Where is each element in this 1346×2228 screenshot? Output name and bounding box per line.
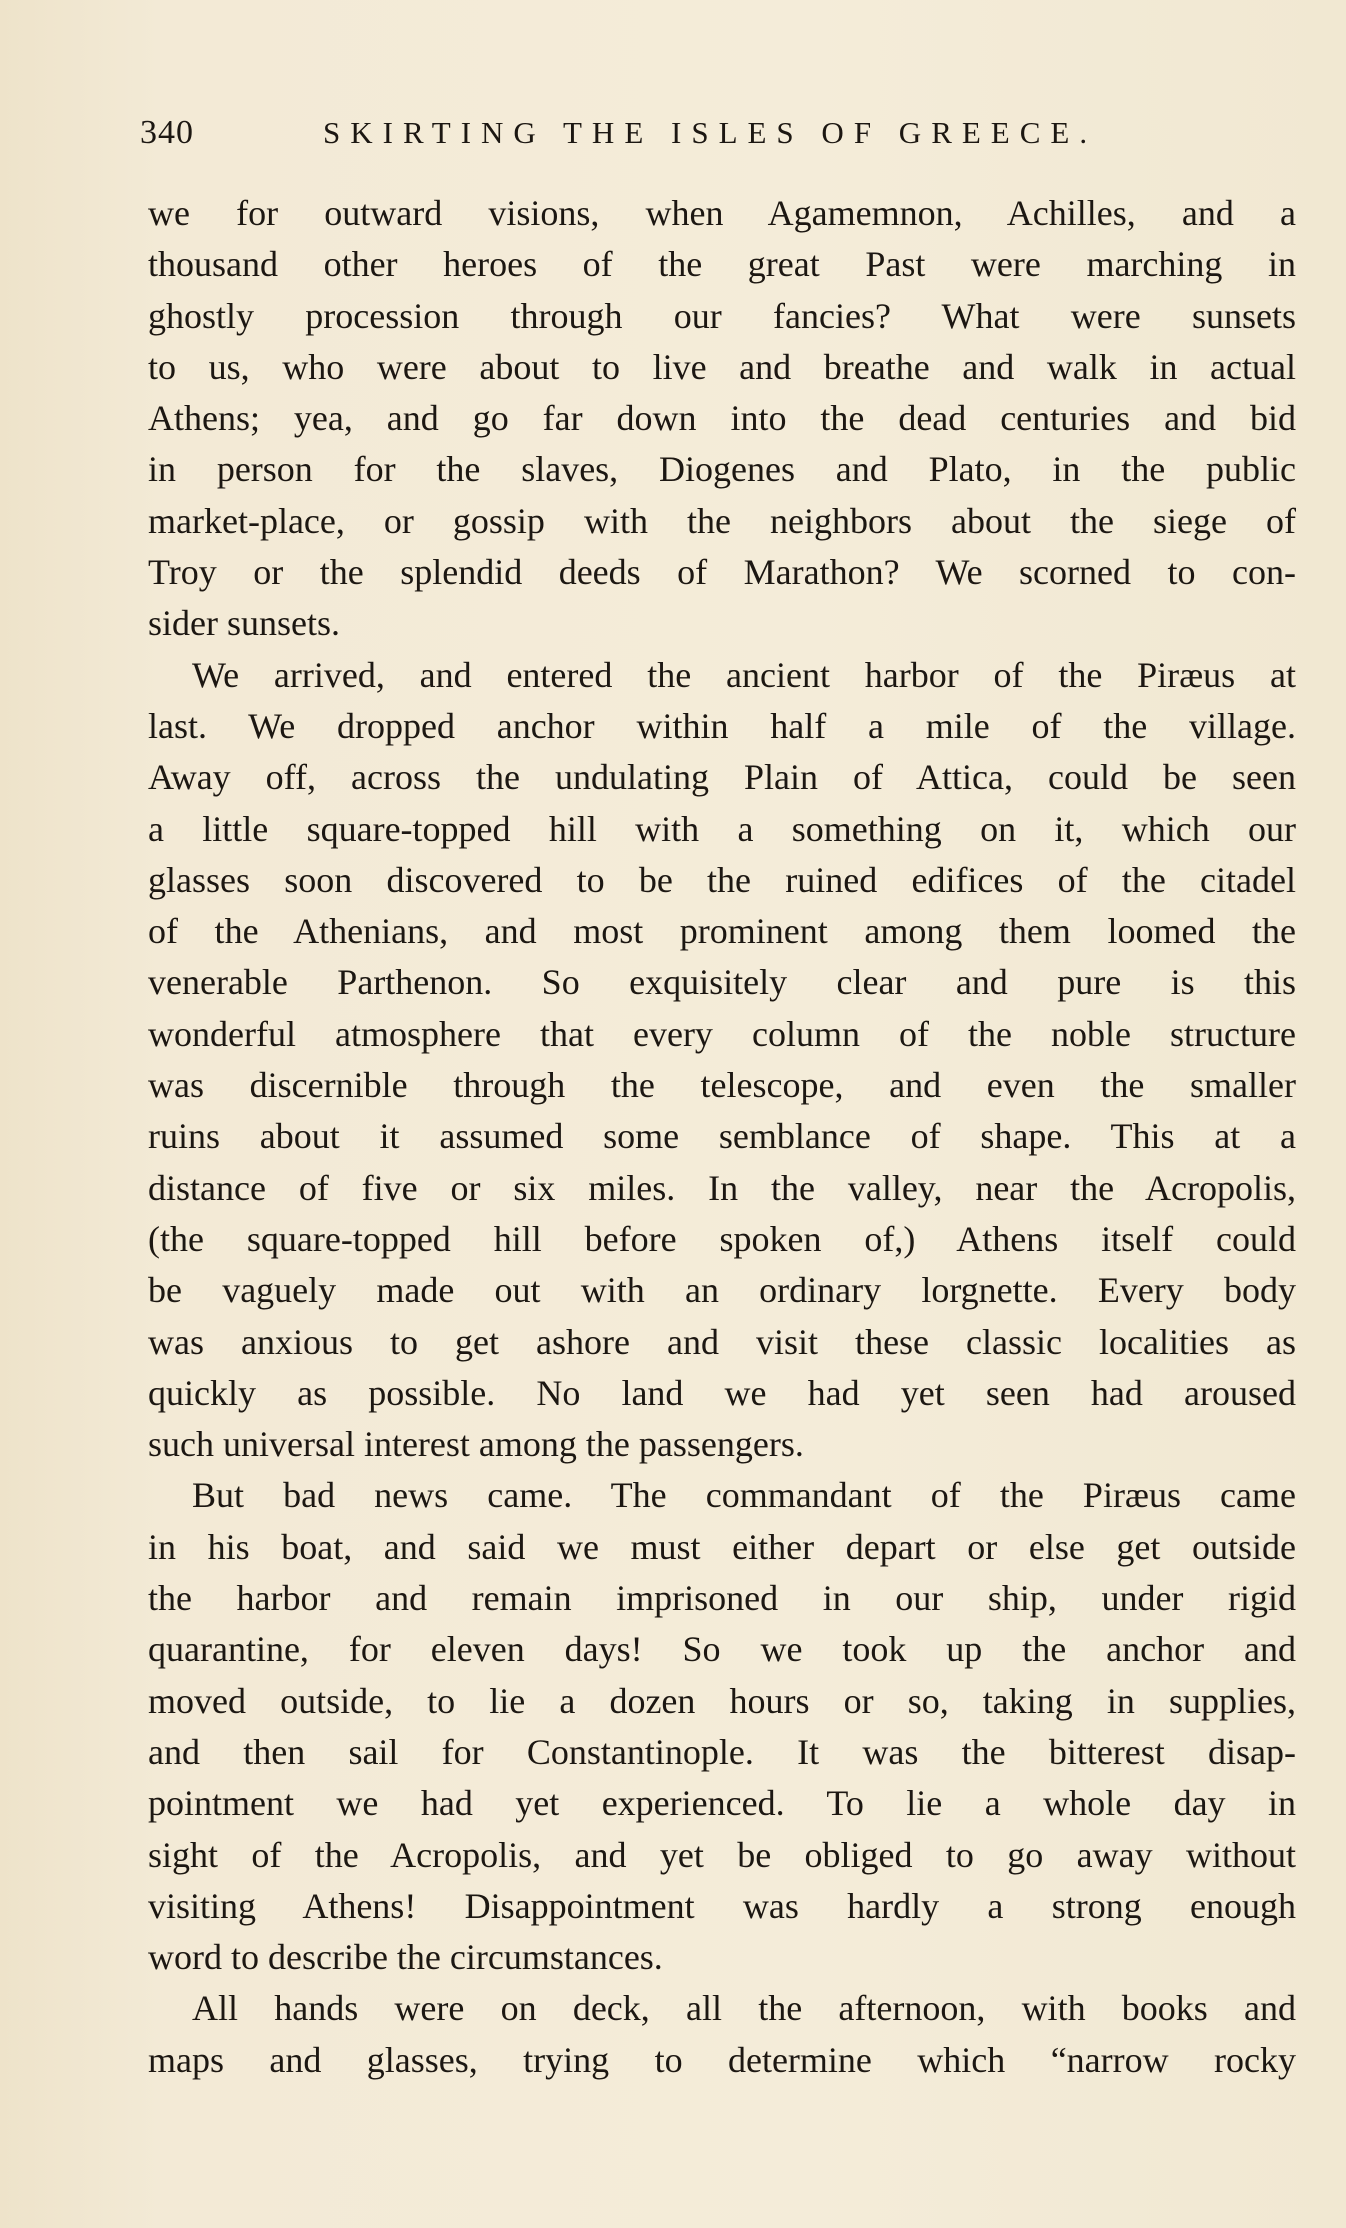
text-line: Troy or the splendid deeds of Marathon? We scorned to con-	[148, 552, 1296, 593]
text-line: in person for the slaves, Diogenes and Plato, in the public	[148, 449, 1296, 490]
text-line: to us, who were about to live and breathe and walk in actual	[148, 346, 1296, 387]
text-line: glasses soon discovered to be the ruined edifices of the citadel	[148, 859, 1296, 900]
text-line: venerable Parthenon. So exquisitely clear and pure is this	[148, 962, 1296, 1003]
text-line: of the Athenians, and most prominent among them loomed the	[148, 911, 1296, 952]
text-line: such universal interest among the passengers.	[148, 1424, 804, 1465]
text-line: Athens; yea, and go far down into the dead centuries and bid	[148, 398, 1296, 439]
running-title: SKIRTING THE ISLES OF GREECE.	[323, 115, 1098, 150]
text-line: wonderful atmosphere that every column of the noble structure	[148, 1013, 1296, 1054]
text-line: quarantine, for eleven days! So we took up the anchor and	[148, 1629, 1296, 1670]
paragraph-first-line: All hands were on deck, all the afternoon, with books and	[192, 1988, 1296, 2029]
text-line: pointment we had yet experienced. To lie a whole day in	[148, 1783, 1296, 1824]
text-line: be vaguely made out with an ordinary lorgnette. Every body	[148, 1270, 1296, 1311]
text-line: sider sunsets.	[148, 603, 340, 644]
text-line: ruins about it assumed some semblance of shape. This at a	[148, 1116, 1296, 1157]
text-line: visiting Athens! Disappointment was hardly a strong enough	[148, 1885, 1296, 1926]
body-text	[148, 188, 1296, 2086]
text-line: market-place, or gossip with the neighbors about the siege of	[148, 500, 1296, 541]
text-line: we for outward visions, when Agamemnon, Achilles, and a	[148, 193, 1296, 233]
text-line: moved outside, to lie a dozen hours or so, taking in supplies,	[148, 1680, 1296, 1721]
page-number: 340	[140, 114, 194, 151]
text-line: sight of the Acropolis, and yet be obliged to go away without	[148, 1834, 1296, 1875]
text-line: was anxious to get ashore and visit these classic localities as	[148, 1321, 1296, 1362]
text-line: maps and glasses, trying to determine which “narrow rocky	[148, 2039, 1296, 2080]
text-line: quickly as possible. No land we had yet seen had aroused	[148, 1372, 1296, 1413]
running-head	[140, 108, 1320, 158]
text-line: the harbor and remain imprisoned in our ship, under rigid	[148, 1578, 1296, 1619]
text-line: Away off, across the undulating Plain of Attica, could be seen	[148, 757, 1296, 798]
text-line: thousand other heroes of the great Past were marching in	[148, 244, 1296, 285]
paragraph-first-line: But bad news came. The commandant of the Piræus came	[192, 1475, 1296, 1516]
text-line: last. We dropped anchor within half a mile of the village.	[148, 705, 1296, 746]
text-line: ghostly procession through our fancies? What were sunsets	[148, 295, 1296, 336]
text-line: in his boat, and said we must either depart or else get outside	[148, 1526, 1296, 1567]
text-line: and then sail for Constantinople. It was the bitterest disap-	[148, 1731, 1296, 1772]
text-line: distance of five or six miles. In the valley, near the Acropolis,	[148, 1167, 1296, 1208]
text-line: a little square-topped hill with a something on it, which our	[148, 808, 1296, 849]
paragraph-first-line: We arrived, and entered the ancient harbor of the Piræus at	[192, 654, 1296, 695]
text-line: word to describe the circumstances.	[148, 1937, 663, 1978]
text-line: was discernible through the telescope, and even the smaller	[148, 1065, 1296, 1106]
text-line: (the square-topped hill before spoken of,) Athens itself could	[148, 1218, 1296, 1259]
